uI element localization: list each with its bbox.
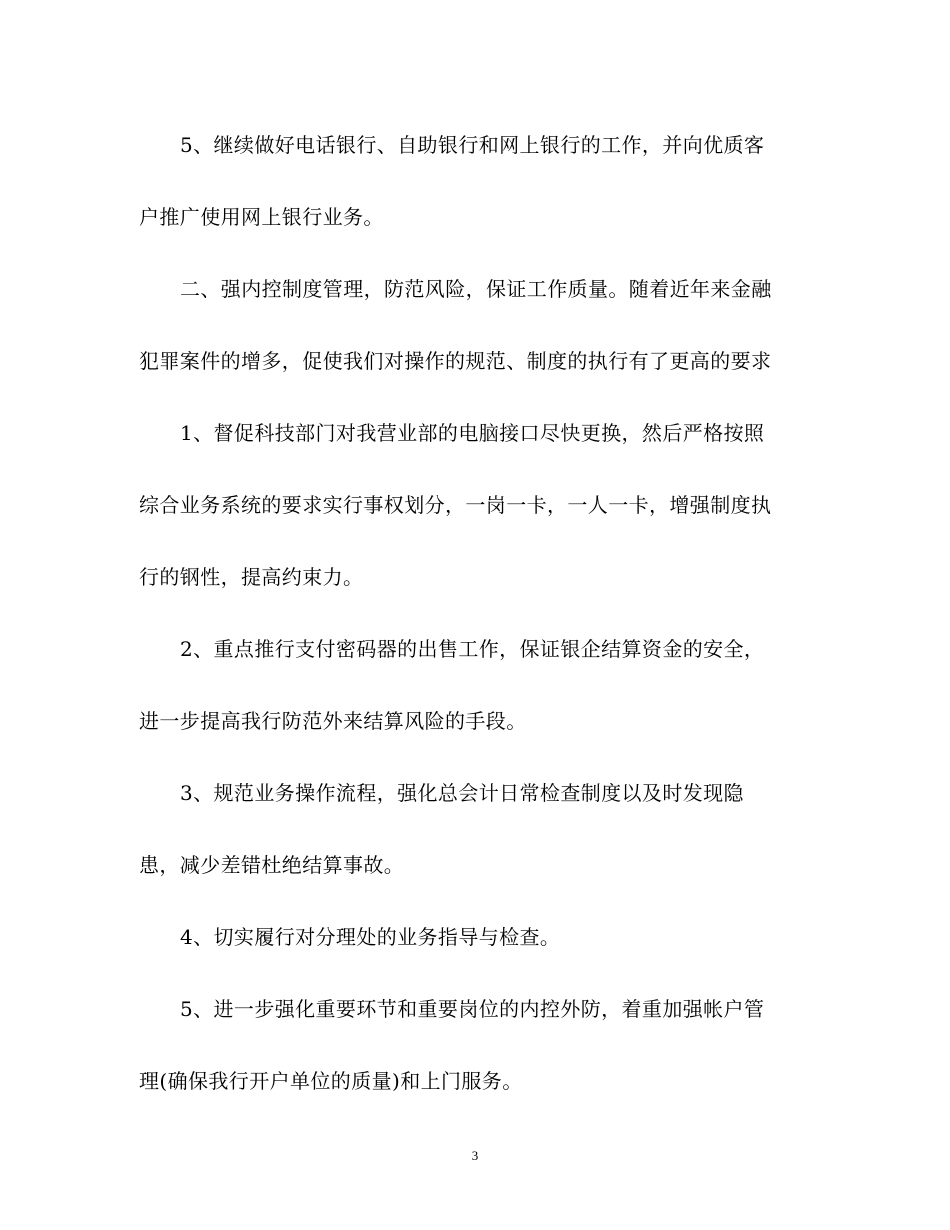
paragraph-line: 5、继续做好电话银行、自助银行和网上银行的工作，并向优质客 [180, 133, 765, 157]
paragraph-line: 2、重点推行支付密码器的出售工作，保证银企结算资金的安全， [180, 637, 765, 661]
paragraph-line: 户推广使用网上银行业务。 [139, 205, 384, 229]
paragraph-line: 1、督促科技部门对我营业部的电脑接口尽快更换，然后严格按照 [180, 421, 765, 445]
paragraph-line: 二、强内控制度管理，防范风险，保证工作质量。随着近年来金融 [180, 277, 772, 301]
paragraph-line: 3、规范业务操作流程，强化总会计日常检查制度以及时发现隐 [180, 781, 744, 805]
paragraph-line: 理(确保我行开户单位的质量)和上门服务。 [139, 1069, 523, 1093]
paragraph-line: 患，减少差错杜绝结算事故。 [139, 853, 405, 877]
page-number: 3 [471, 1148, 479, 1163]
paragraph-line: 行的钢性，提高约束力。 [139, 565, 364, 589]
paragraph-line: 进一步提高我行防范外来结算风险的手段。 [139, 709, 527, 733]
paragraph-line: 5、进一步强化重要环节和重要岗位的内控外防，着重加强帐户管 [180, 997, 765, 1021]
paragraph-line: 4、切实履行对分理处的业务指导与检查。 [180, 925, 561, 949]
paragraph-line: 综合业务系统的要求实行事权划分，一岗一卡，一人一卡，增强制度执 [139, 493, 772, 517]
paragraph-line: 犯罪案件的增多，促使我们对操作的规范、制度的执行有了更高的要求 [139, 349, 772, 373]
